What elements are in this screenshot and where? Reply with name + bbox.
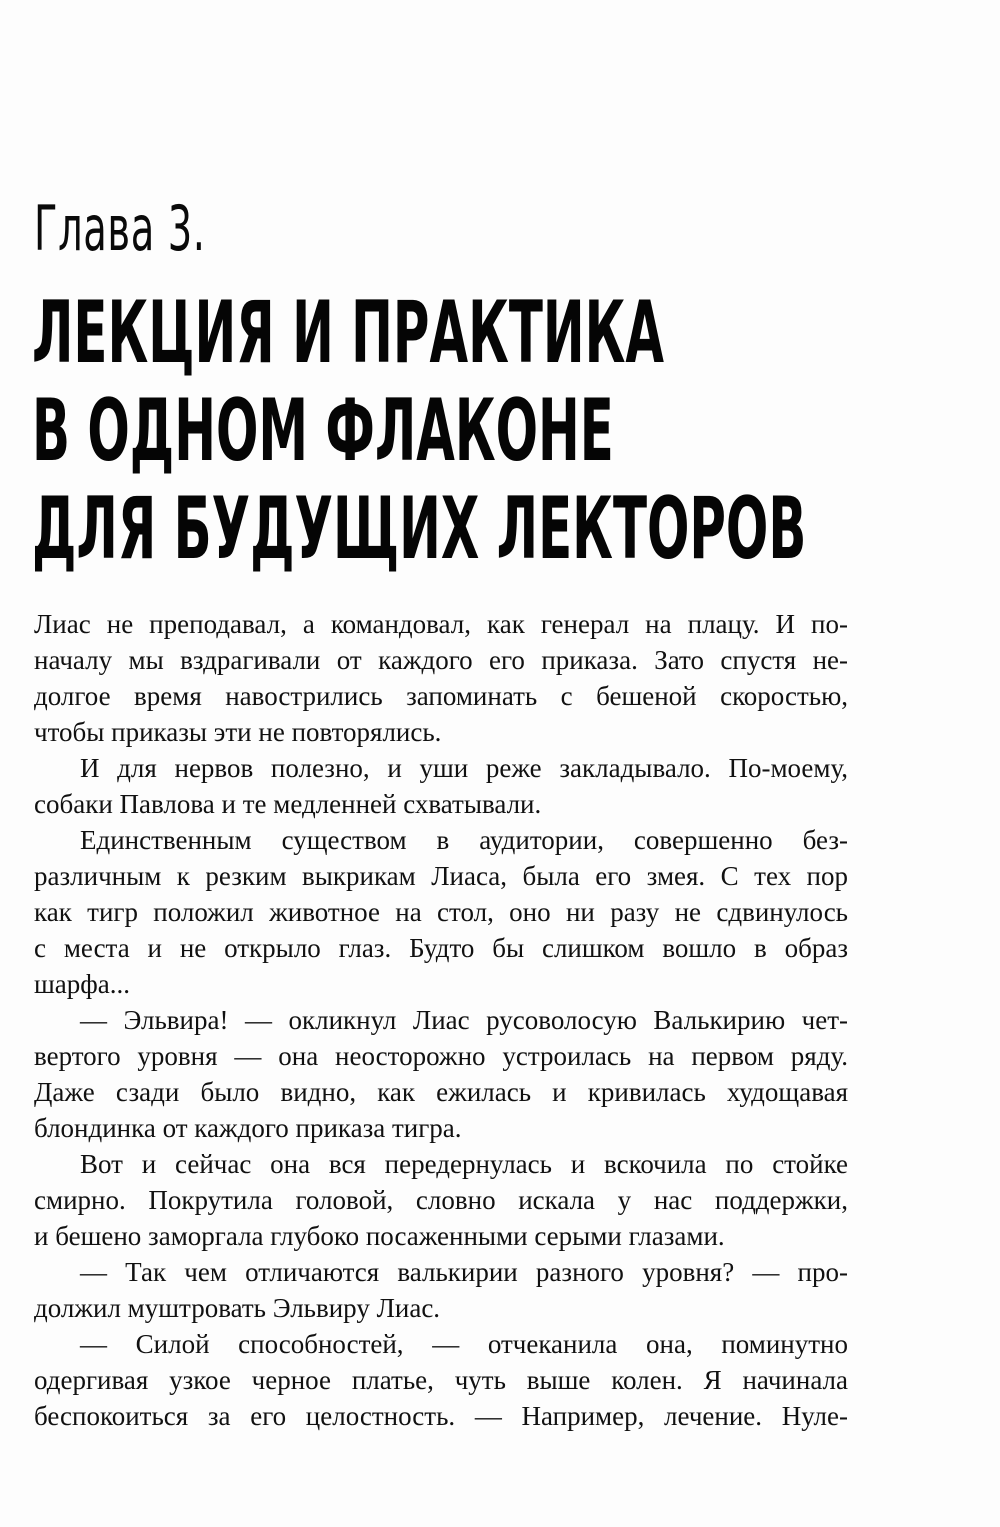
text-line: как тигр положил животное на стол, оно ни разу не сдвинулось (34, 897, 848, 927)
text-line: Даже сзади было видно, как ежилась и кривилась худощавая (34, 1077, 848, 1107)
text-line: одергивая узкое черное платье, чуть выше колен. Я начинала (34, 1365, 848, 1395)
text-line: собаки Павлова и те медленней схватывали. (34, 789, 542, 819)
text-line: Вот и сейчас она вся передернулась и вскочила по стойке (80, 1149, 848, 1179)
text-line: Единственным существом в аудитории, совершенно без- (80, 825, 848, 855)
text-line: должил муштровать Эльвиру Лиас. (34, 1293, 441, 1323)
text-line: беспокоиться за его целостность. — Например, лечение. Нуле- (34, 1401, 848, 1431)
text-line: — Эльвира! — окликнул Лиас русоволосую Валькирию чет- (80, 1005, 848, 1035)
chapter-title-line: ДЛЯ БУДУЩИХ ЛЕКТОРОВ (32, 479, 807, 579)
text-line: с места и не открыло глаз. Будто бы слишком вошло в образ (34, 933, 848, 963)
text-line: И для нервов полезно, и уши реже закладывало. По-моему, (80, 753, 848, 783)
text-line: вертого уровня — она неосторожно устроилась на первом ряду. (34, 1041, 848, 1071)
text-line: началу мы вздрагивали от каждого его приказа. Зато спустя не- (34, 645, 848, 675)
text-line: смирно. Покрутила головой, словно искала у нас поддержки, (34, 1185, 848, 1215)
text-line: блондинка от каждого приказа тигра. (34, 1113, 462, 1143)
text-line: чтобы приказы эти не повторялись. (34, 717, 442, 747)
text-line: — Так чем отличаются валькирии разного уровня? — про- (80, 1257, 848, 1287)
text-line: — Силой способностей, — отчеканила она, поминутно (80, 1329, 848, 1359)
chapter-title (32, 284, 806, 578)
body-text (34, 606, 848, 1434)
text-line: Лиас не преподавал, а командовал, как генерал на плацу. И по- (34, 609, 848, 639)
chapter-number: Глава 3. (34, 192, 206, 265)
chapter-title-line: В ОДНОМ ФЛАКОНЕ (32, 381, 614, 481)
text-line: различным к резким выкрикам Лиаса, была его змея. С тех пор (34, 861, 848, 891)
chapter-title-line: ЛЕКЦИЯ И ПРАКТИКА (32, 283, 665, 383)
text-line: долгое время навострились запоминать с бешеной скоростью, (34, 681, 848, 711)
text-line: и бешено заморгала глубоко посаженными серыми глазами. (34, 1221, 725, 1251)
text-line: шарфа... (34, 969, 131, 999)
